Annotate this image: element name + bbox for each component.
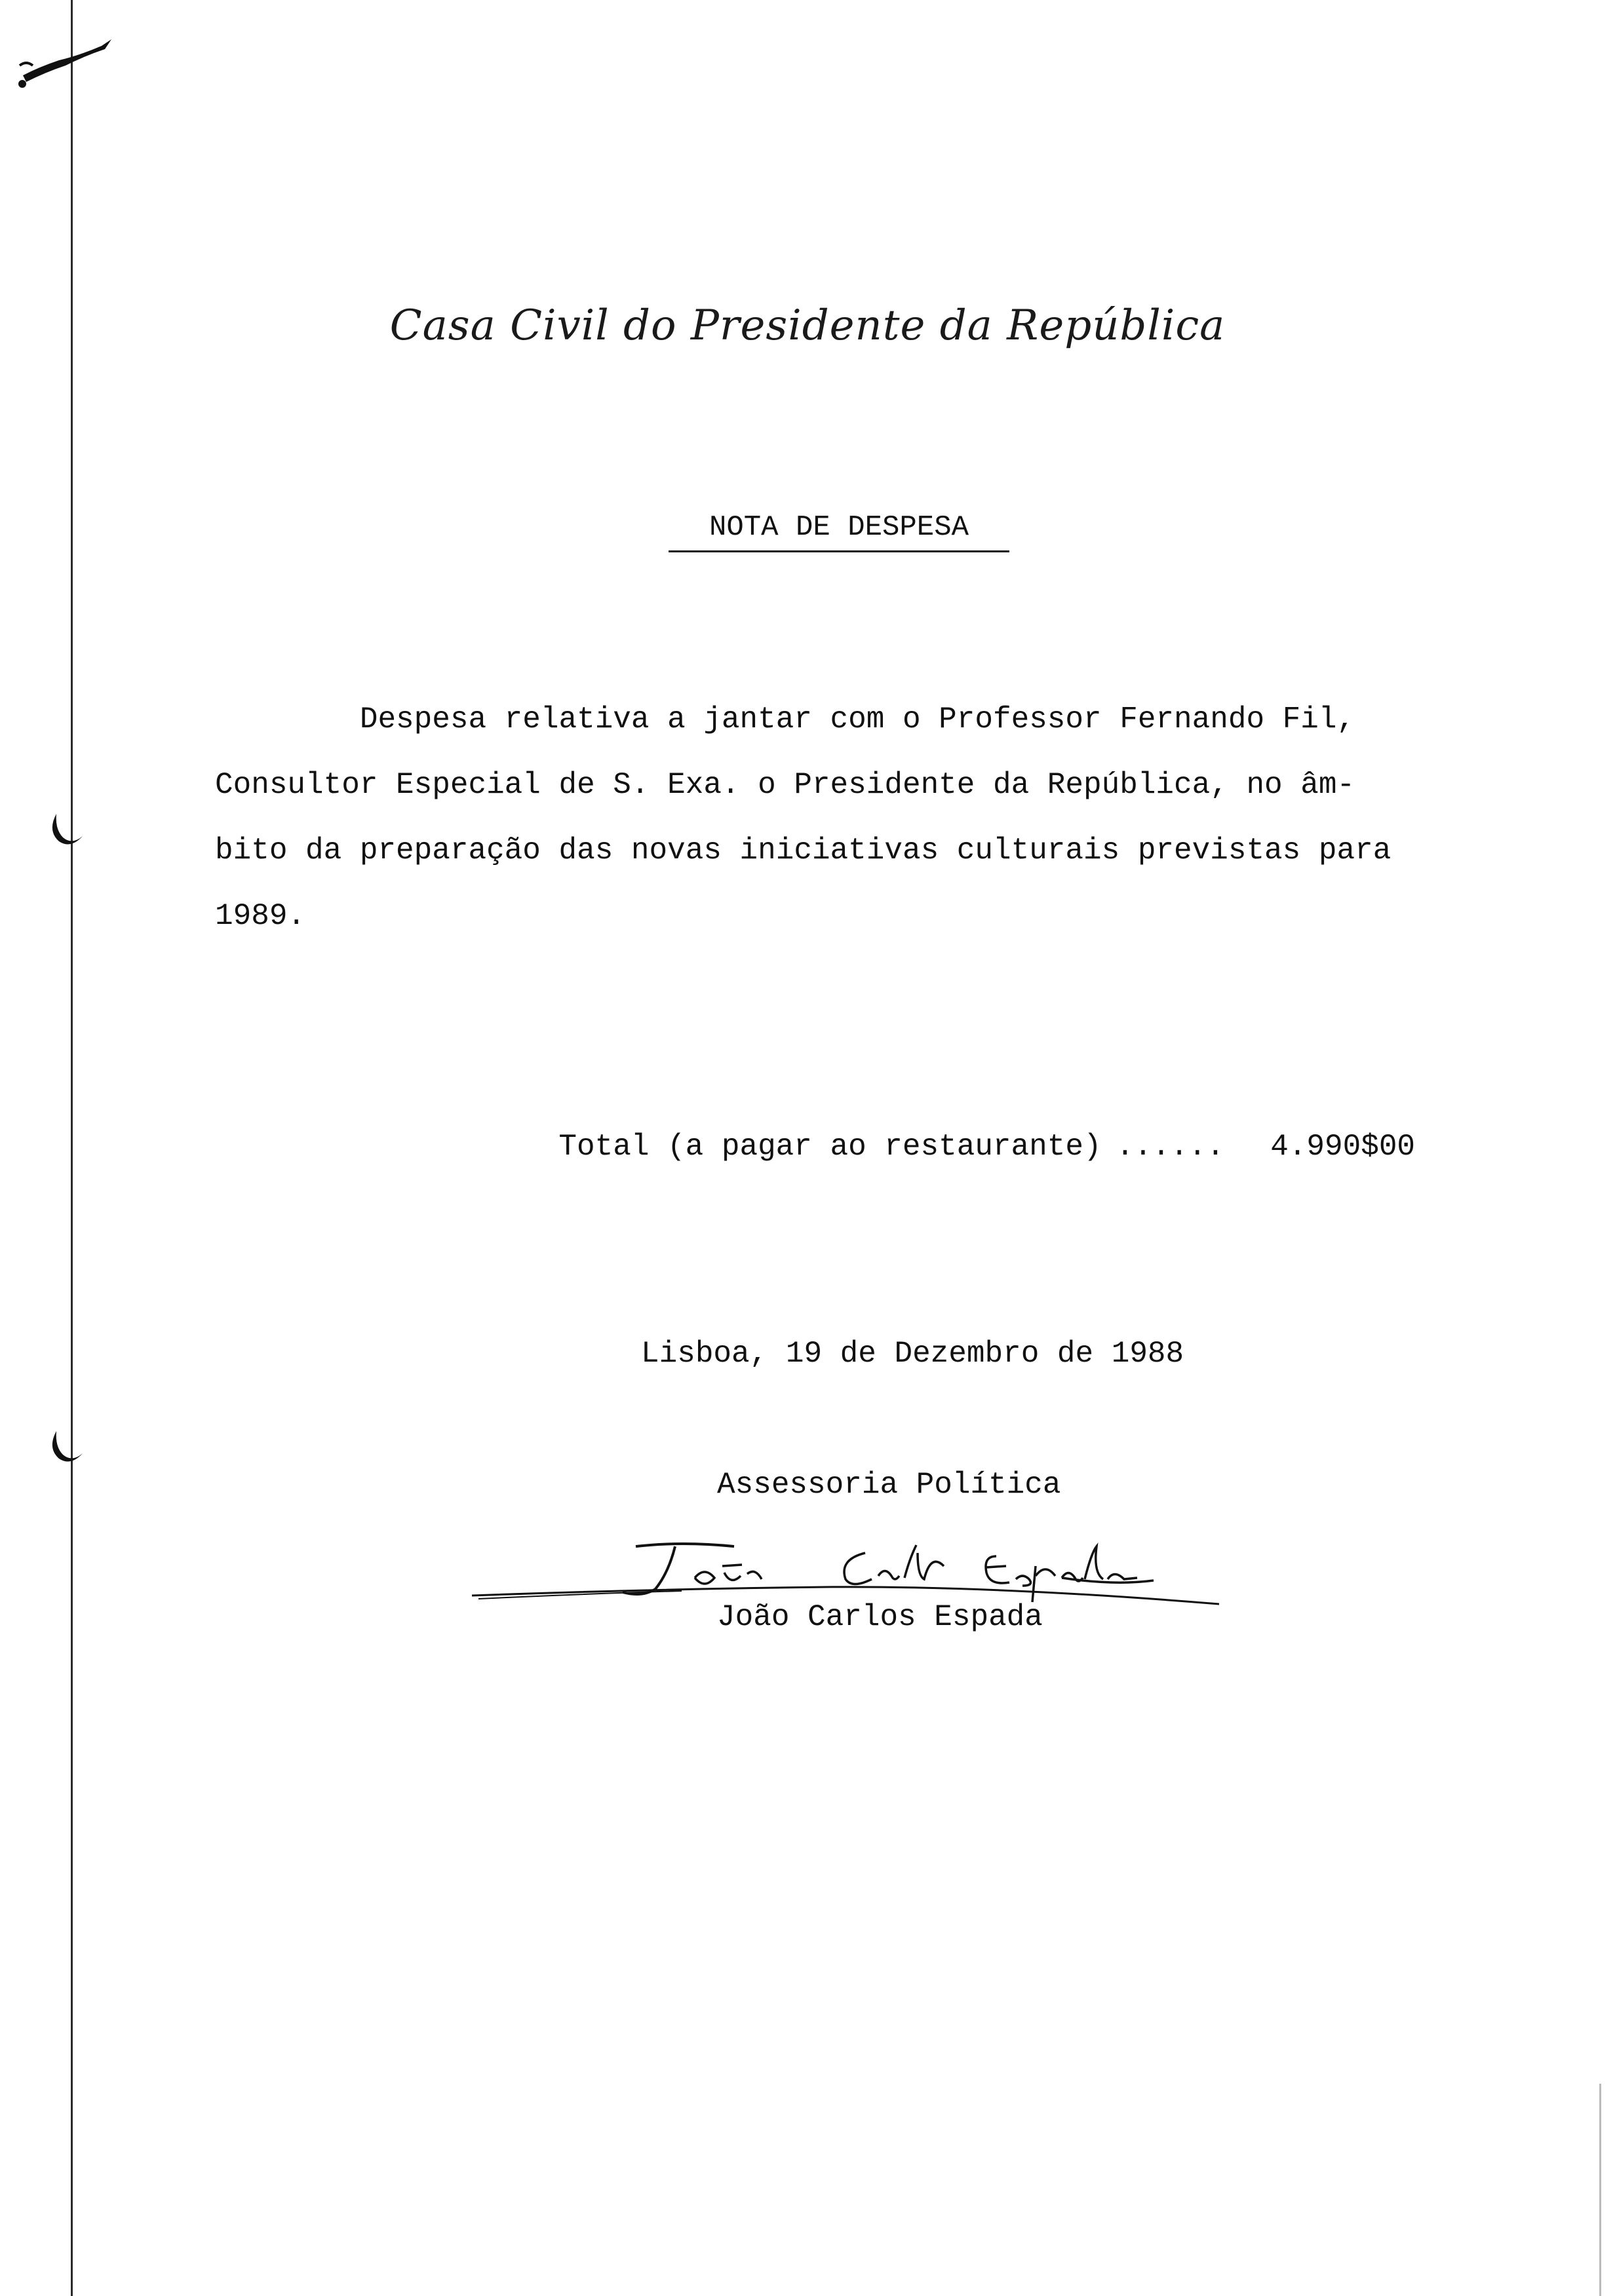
corner-smudge-mark <box>13 20 118 92</box>
total-leader-dots: ...... <box>1116 1130 1225 1164</box>
body-line: bito da preparação das novas iniciativas culturais previstas para <box>215 833 1391 868</box>
total-amount: 4.990$00 <box>1270 1130 1416 1164</box>
punch-hole-mark <box>47 1428 85 1466</box>
total-label: Total (a pagar ao restaurante) <box>558 1130 1102 1164</box>
document-title: NOTA DE DESPESA <box>669 511 1009 552</box>
department-label: Assessoria Política <box>717 1468 1061 1502</box>
total-row <box>486 1096 1415 1198</box>
signer-name: João Carlos Espada <box>717 1600 1043 1634</box>
letterhead: Casa Civil do Presidente da República <box>389 301 1226 350</box>
body-line: Consultor Especial de S. Exa. o Presidente da República, no âm- <box>215 768 1355 802</box>
body-line: 1989. <box>215 899 306 933</box>
body-line: Despesa relativa a jantar com o Professor Fernando Fil, <box>215 702 1355 737</box>
date-line: Lisboa, 19 de Dezembro de 1988 <box>641 1337 1184 1371</box>
punch-hole-mark <box>47 811 85 849</box>
handwritten-signature <box>459 1527 1226 1612</box>
page-edge-line <box>1599 2084 1601 2296</box>
body-paragraph <box>215 687 1500 949</box>
